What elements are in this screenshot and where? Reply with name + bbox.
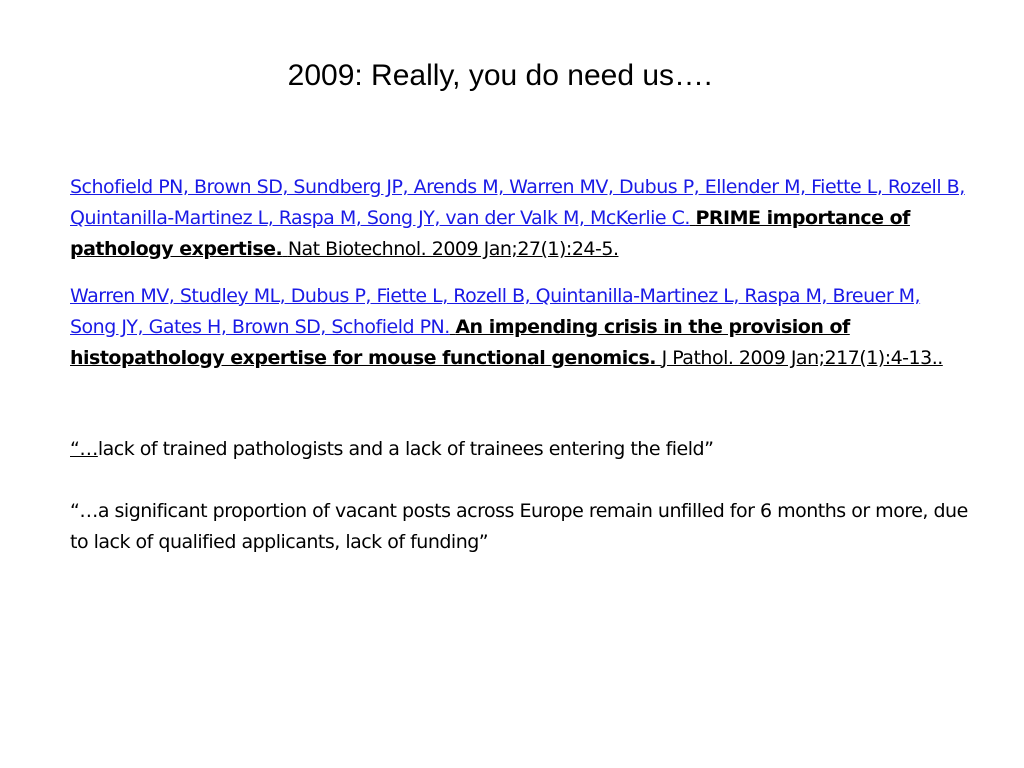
reference-1-title: PRIME importance of pathology expertise. — [70, 207, 910, 260]
reference-2-citation: J Pathol. 2009 Jan;217(1):4-13.. — [661, 347, 943, 369]
slide-content — [70, 172, 970, 558]
reference-1 — [70, 172, 970, 265]
reference-1-citation: Nat Biotechnol. 2009 Jan;27(1):24-5. — [287, 238, 619, 260]
quote-2 — [70, 496, 970, 558]
quote-2-text: a significant proportion of vacant posts across Europe remain unfilled for 6 months or more, due to lack of qualified applicants, lack of funding” — [70, 500, 968, 553]
reference-2-title: An impending crisis in the provision of histopathology expertise for mouse functional genomics. — [70, 316, 850, 369]
reference-2 — [70, 281, 970, 374]
quote-1 — [70, 434, 970, 465]
reference-2-authors-link[interactable]: Warren MV, Studley ML, Dubus P, Fiette L, Rozell B, Quintanilla-Martinez L, Raspa M, Breuer M, Song JY, Gates H, Brown SD, Schofield PN. — [70, 285, 921, 338]
quote-1-open-mark: “… — [70, 438, 98, 460]
quote-1-text: lack of trained pathologists and a lack of trainees entering the field” — [97, 438, 714, 460]
slide-title: 2009: Really, you do need us…. — [287, 59, 713, 92]
reference-1-authors-link[interactable]: Schofield PN, Brown SD, Sundberg JP, Arends M, Warren MV, Dubus P, Ellender M, Fiette L, Rozell B, Quintanilla-Martinez L, Raspa M, Song JY, van der Valk M, McKerlie C. — [70, 176, 965, 229]
quote-2-open-mark: “… — [70, 500, 98, 522]
